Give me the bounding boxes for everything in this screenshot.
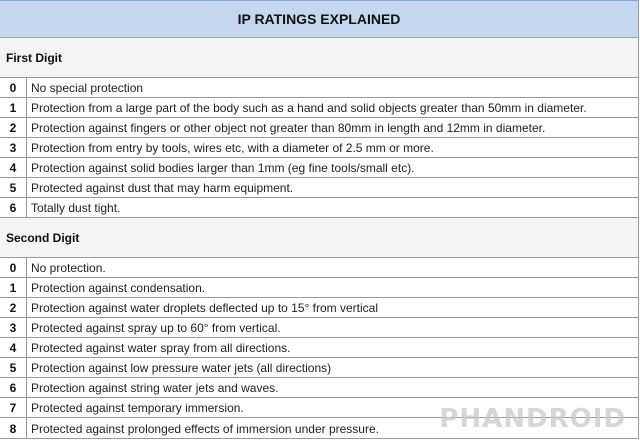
digit-number: 2: [0, 118, 27, 137]
second-digit-row: [0, 378, 638, 398]
digit-number: 6: [0, 198, 27, 217]
first-digit-row: [0, 98, 638, 118]
digit-number: 0: [0, 78, 27, 97]
digit-number: 6: [0, 378, 27, 397]
digit-number: 5: [0, 178, 27, 197]
digit-description: Protection against solid bodies larger than 1mm (eg fine tools/small etc).: [31, 160, 415, 175]
digit-number: 0: [0, 258, 27, 277]
digit-description: Protected against dust that may harm equipment.: [31, 180, 294, 195]
digit-number: 5: [0, 358, 27, 377]
first-digit-row: [0, 178, 638, 198]
second-digit-row: [0, 258, 638, 278]
digit-description: Totally dust tight.: [31, 200, 121, 215]
digit-description: Protection against condensation.: [31, 280, 206, 295]
digit-description: Protection against string water jets and waves.: [31, 380, 279, 395]
digit-number: 4: [0, 158, 27, 177]
first-digit-row: [0, 158, 638, 178]
digit-number: 4: [0, 338, 27, 357]
second-digit-row: [0, 338, 638, 358]
watermark: PHANDROID: [439, 404, 626, 434]
digit-number: 2: [0, 298, 27, 317]
digit-number: 1: [0, 98, 27, 117]
digit-description: Protection against fingers or other object not greater than 80mm in length and 12mm in diameter.: [31, 120, 546, 135]
digit-description: Protection against water droplets deflected up to 15° from vertical: [31, 300, 378, 315]
second-digit-heading: Second Digit: [0, 218, 638, 258]
digit-description: Protected against temporary immersion.: [31, 400, 244, 415]
first-digit-row: [0, 138, 638, 158]
digit-description: Protection against low pressure water jets (all directions): [31, 360, 332, 375]
digit-number: 7: [0, 398, 27, 417]
digit-number: 3: [0, 138, 27, 157]
second-digit-row: [0, 298, 638, 318]
digit-description: Protected against prolonged effects of immersion under pressure.: [31, 421, 379, 436]
first-digit-heading: First Digit: [0, 38, 638, 78]
second-digit-row: [0, 278, 638, 298]
digit-number: 3: [0, 318, 27, 337]
digit-number: 8: [0, 418, 27, 439]
first-digit-row: [0, 78, 638, 98]
digit-description: Protected against water spray from all directions.: [31, 340, 291, 355]
digit-description: Protection from a large part of the body such as a hand and solid objects greater than 50mm in diameter.: [31, 100, 587, 115]
first-digit-row: [0, 118, 638, 138]
digit-number: 1: [0, 278, 27, 297]
second-digit-row: [0, 358, 638, 378]
digit-description: Protected against spray up to 60° from vertical.: [31, 320, 281, 335]
table-title: IP RATINGS EXPLAINED: [0, 0, 638, 38]
digit-description: No protection.: [31, 260, 106, 275]
second-digit-row: [0, 318, 638, 338]
digit-description: No special protection: [31, 80, 144, 95]
first-digit-row: [0, 198, 638, 218]
digit-description: Protection from entry by tools, wires etc, with a diameter of 2.5 mm or more.: [31, 140, 434, 155]
